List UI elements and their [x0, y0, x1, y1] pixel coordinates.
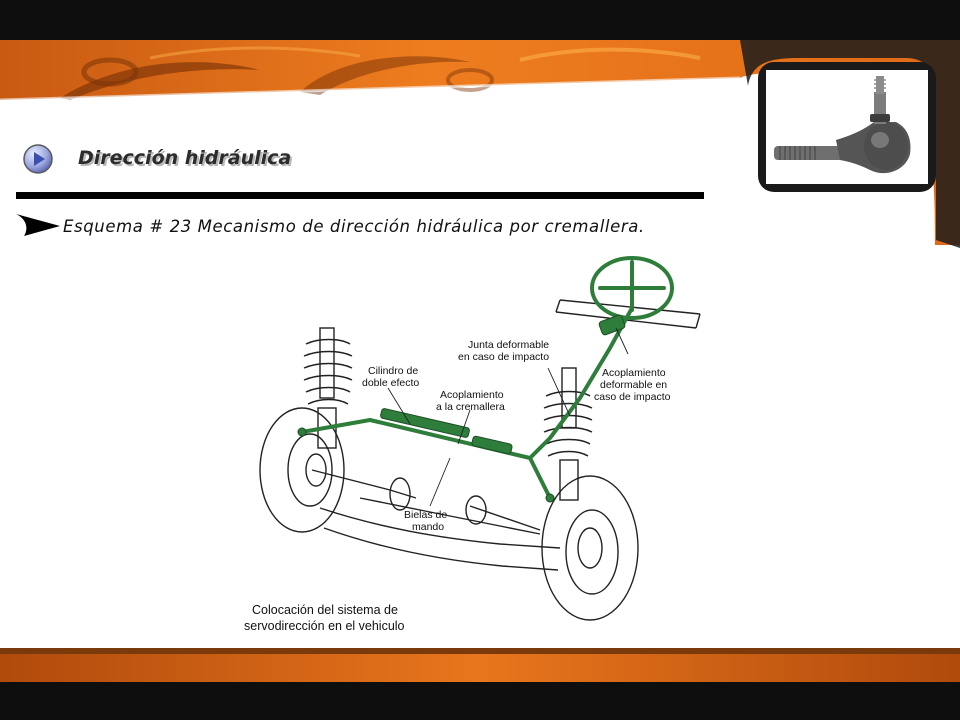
- steering-system-diagram: [240, 248, 710, 643]
- label-junta: Junta deformable: [468, 339, 550, 351]
- label-acop-deformable-2: deformable en: [600, 379, 668, 391]
- label-acop-cremallera: Acoplamiento: [440, 389, 504, 401]
- label-bielas-2: mando: [412, 521, 445, 533]
- label-bielas: Bielas de: [404, 509, 448, 521]
- play-arrow-icon: [22, 143, 54, 175]
- label-junta-2: en caso de impacto: [458, 351, 550, 363]
- label-acop-cremallera-2: a la cremallera: [436, 401, 505, 413]
- tie-rod-end-photo: [766, 70, 928, 184]
- label-acop-deformable-3: caso de impacto: [594, 391, 671, 403]
- pointer-arrow-icon: [14, 212, 62, 238]
- title-divider: [16, 192, 704, 199]
- diagram-footer-line-2: servodirección en el vehiculo: [244, 619, 405, 633]
- diagram-footer-line-1: Colocación del sistema de: [252, 603, 398, 617]
- label-acop-deformable: Acoplamiento: [602, 367, 666, 379]
- label-cilindro-2: doble efecto: [362, 377, 420, 389]
- label-cilindro: Cilindro de: [368, 365, 419, 377]
- diagram-caption: Esquema # 23 Mecanismo de dirección hidráulica por cremallera.: [63, 217, 645, 236]
- slide-title: Dirección hidráulica: [78, 147, 292, 169]
